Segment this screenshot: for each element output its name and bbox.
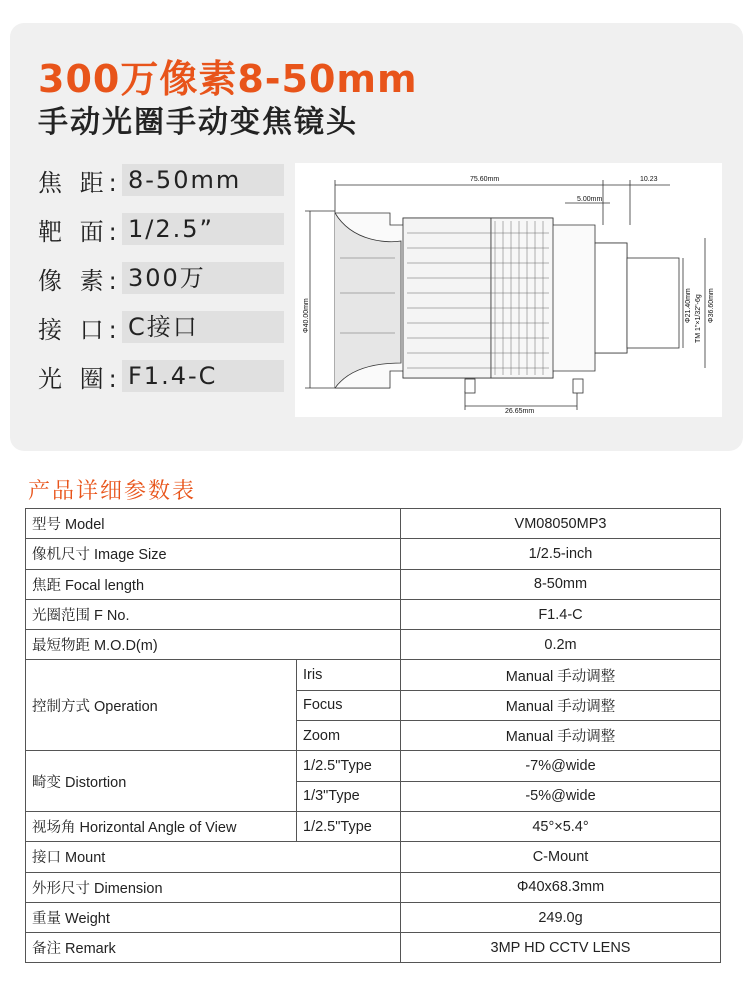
spec-row-pixels [38,262,284,294]
table-row [26,630,721,660]
row-value: 45°×5.4° [401,811,721,841]
table-row [26,842,721,872]
row-value: 1/2.5-inch [401,539,721,569]
dim-thread-label: TM 1"×1/32"-6g [695,294,702,343]
spec-value: 300万 [122,262,284,294]
row-value: 0.2m [401,630,721,660]
row-value: C-Mount [401,842,721,872]
dim-length-label: 75.60mm [470,176,500,183]
row-sub-label: 1/2.5"Type [297,751,401,781]
row-label: 焦距 Focal length [26,569,401,599]
row-value: F1.4-C [401,599,721,629]
table-section-title: 产品详细参数表 [28,479,197,504]
spec-value: 1/2.5” [122,213,284,245]
spec-value: F1.4-C [122,360,284,392]
spec-row-focal [38,164,284,196]
row-value: Manual 手动调整 [401,721,721,751]
table-row [26,811,721,841]
row-label: 光圈范围 F No. [26,599,401,629]
dim-spacing-label: 26.65mm [505,408,535,415]
row-value: -5%@wide [401,781,721,811]
row-sub-label: Iris [297,660,401,690]
spec-label: 接 口: [38,315,122,344]
dim-diameter-label: Φ40.00mm [303,298,310,333]
table-row [26,660,721,690]
spec-label: 像 素: [38,266,122,295]
row-value: 8-50mm [401,569,721,599]
spec-label: 焦 距: [38,168,122,197]
row-label: 最短物距 M.O.D(m) [26,630,401,660]
table-row [26,509,721,539]
spec-row-sensor [38,213,284,245]
spec-value: C接口 [122,311,284,343]
dim-outer-label: Φ36.60mm [708,288,715,323]
table-row [26,569,721,599]
row-label: 重量 Weight [26,902,401,932]
row-value: Manual 手动调整 [401,690,721,720]
row-label: 接口 Mount [26,842,401,872]
table-row [26,933,721,963]
row-label: 控制方式 Operation [26,660,297,751]
table-row [26,599,721,629]
row-label: 畸变 Distortion [26,751,297,812]
row-value: 3MP HD CCTV LENS [401,933,721,963]
dim-flange-label: 5.00mm [577,196,603,203]
table-row [26,539,721,569]
row-label: 备注 Remark [26,933,401,963]
row-sub-label: 1/3"Type [297,781,401,811]
row-sub-label: Zoom [297,721,401,751]
dim-inner-label: Φ21.40mm [685,288,692,323]
row-value: VM08050MP3 [401,509,721,539]
lens-technical-drawing [295,163,722,417]
spec-row-aperture [38,360,284,392]
row-value: -7%@wide [401,751,721,781]
row-label: 像机尺寸 Image Size [26,539,401,569]
row-value: 249.0g [401,902,721,932]
spec-value: 8-50mm [122,164,284,196]
spec-row-mount [38,311,284,343]
table-row [26,902,721,932]
spec-label: 光 圈: [38,364,122,393]
row-value: Manual 手动调整 [401,660,721,690]
lens-drawing-svg [295,163,722,417]
dim-back-label: 10.23 [640,176,658,183]
row-value: Φ40x68.3mm [401,872,721,902]
spec-label: 靶 面: [38,217,122,246]
table-row [26,751,721,781]
product-subtitle: 手动光圈手动变焦镜头 [38,105,358,140]
spec-table [25,508,721,963]
row-label: 型号 Model [26,509,401,539]
row-sub-label: Focus [297,690,401,720]
product-title: 300万像素8-50mm [38,57,418,101]
row-sub-label: 1/2.5"Type [297,811,401,841]
table-row [26,872,721,902]
row-label: 外形尺寸 Dimension [26,872,401,902]
row-label: 视场角 Horizontal Angle of View [26,811,297,841]
